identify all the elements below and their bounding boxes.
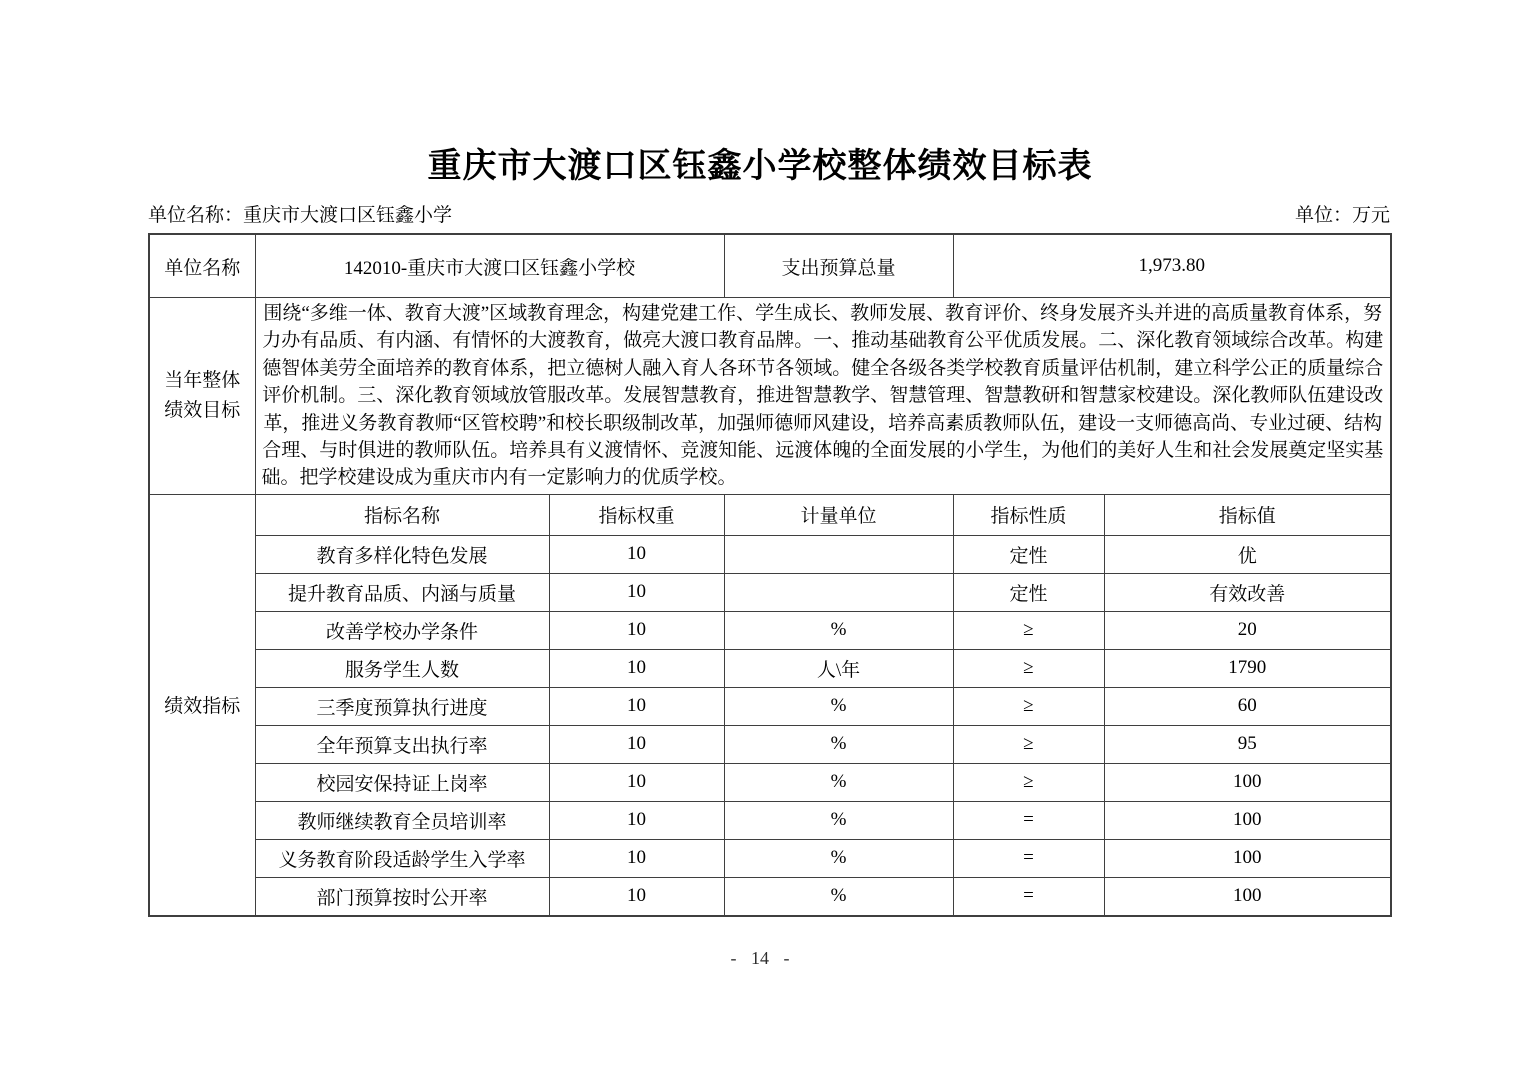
performance-table — [148, 233, 1392, 917]
indicator-name-cell: 教师继续教育全员培训率 — [255, 801, 549, 839]
indicator-section-label: 绩效指标 — [149, 494, 255, 916]
indicator-row — [149, 649, 1391, 687]
indicator-name-cell: 义务教育阶段适龄学生入学率 — [255, 839, 549, 877]
indicator-row — [149, 573, 1391, 611]
indicator-value-cell — [724, 535, 953, 573]
indicator-value-cell: 10 — [549, 649, 724, 687]
indicator-value-cell: 定性 — [953, 535, 1104, 573]
indicator-value-cell: % — [724, 611, 953, 649]
indicator-row — [149, 611, 1391, 649]
indicator-header-row — [149, 494, 1391, 535]
indicator-value-cell — [724, 573, 953, 611]
page-title: 重庆市大渡口区钰鑫小学校整体绩效目标表 — [427, 148, 1093, 185]
annual-goal-label: 当年整体绩效目标 — [149, 298, 255, 495]
annual-goal-text: 围绕“多维一体、教育大渡”区域教育理念，构建党建工作、学生成长、教师发展、教育评价、终身发展齐头并进的高质量教育体系，努力办有品质、有内涵、有情怀的大渡教育，做亮大渡口教育品牌。一、推动基础教育公平优质发展。二、深化教育领域综合改革。构建德智体美劳全面培养的教育体系，把立德树人融入育人各环节各领域。健全各级各类学校教育质量评估机制，建立科学公正的质量综合评价机制。三、深化教育领域放管服改革。发展智慧教育，推进智慧教学、智慧管理、智慧教研和智慧家校建设。深化教师队伍建设改革，推进义务教育教师“区管校聘”和校长职级制改革，加强师德师风建设，培养高素质教师队伍，建设一支师德高尚、专业过硬、结构合理、与时俱进的教师队伍。培养具有义渡情怀、竞渡知能、远渡体魄的全面发展的小学生，为他们的美好人生和社会发展奠定坚实基础。把学校建设成为重庆市内有一定影响力的优质学校。 — [255, 298, 1391, 495]
indicator-value-cell: = — [953, 839, 1104, 877]
indicator-value-cell: ≥ — [953, 725, 1104, 763]
indicator-value-cell: % — [724, 687, 953, 725]
indicator-name-cell: 校园安保持证上岗率 — [255, 763, 549, 801]
indicator-row — [149, 763, 1391, 801]
indicator-value-cell: 1790 — [1104, 649, 1391, 687]
unit-name-label: 单位名称 — [149, 234, 255, 298]
annual-goal-row — [149, 298, 1391, 495]
indicator-value-cell: 60 — [1104, 687, 1391, 725]
column-header: 指标值 — [1104, 494, 1391, 535]
indicator-value-cell: 10 — [549, 725, 724, 763]
indicator-value-cell: 10 — [549, 763, 724, 801]
indicator-value-cell: 10 — [549, 611, 724, 649]
column-header: 指标权重 — [549, 494, 724, 535]
page-number: - 14 - — [730, 948, 790, 968]
indicator-value-cell: 10 — [549, 687, 724, 725]
indicator-name-cell: 改善学校办学条件 — [255, 611, 549, 649]
indicator-value-cell: % — [724, 877, 953, 916]
budget-total-value: 1,973.80 — [953, 234, 1391, 298]
indicator-name-cell: 全年预算支出执行率 — [255, 725, 549, 763]
indicator-value-cell: 人\年 — [724, 649, 953, 687]
indicator-value-cell: 100 — [1104, 877, 1391, 916]
indicator-value-cell: % — [724, 839, 953, 877]
indicator-value-cell: ≥ — [953, 649, 1104, 687]
indicator-row — [149, 687, 1391, 725]
indicator-value-cell: = — [953, 877, 1104, 916]
indicator-name-cell: 服务学生人数 — [255, 649, 549, 687]
indicator-value-cell: 10 — [549, 877, 724, 916]
indicator-value-cell: 100 — [1104, 839, 1391, 877]
indicator-section — [149, 494, 1391, 916]
indicator-value-cell: % — [724, 763, 953, 801]
indicator-value-cell: 95 — [1104, 725, 1391, 763]
column-header: 指标名称 — [255, 494, 549, 535]
indicator-value-cell: % — [724, 725, 953, 763]
indicator-value-cell: 100 — [1104, 801, 1391, 839]
indicator-row — [149, 877, 1391, 916]
indicator-value-cell: = — [953, 801, 1104, 839]
indicator-name-cell: 三季度预算执行进度 — [255, 687, 549, 725]
column-header: 指标性质 — [953, 494, 1104, 535]
indicator-value-cell: 10 — [549, 839, 724, 877]
indicator-value-cell: 10 — [549, 535, 724, 573]
meta-row — [148, 204, 1390, 228]
indicator-name-cell: 教育多样化特色发展 — [255, 535, 549, 573]
indicator-value-cell: ≥ — [953, 687, 1104, 725]
indicator-row — [149, 801, 1391, 839]
indicator-name-cell: 提升教育品质、内涵与质量 — [255, 573, 549, 611]
indicator-value-cell: ≥ — [953, 763, 1104, 801]
budget-total-label: 支出预算总量 — [724, 234, 953, 298]
indicator-value-cell: 10 — [549, 801, 724, 839]
indicator-row — [149, 535, 1391, 573]
unit-code-value: 142010-重庆市大渡口区钰鑫小学校 — [255, 234, 724, 298]
unit-name-text: 单位名称：重庆市大渡口区钰鑫小学 — [148, 205, 453, 226]
currency-unit-text: 单位：万元 — [1294, 205, 1390, 226]
indicator-value-cell: % — [724, 801, 953, 839]
column-header: 计量单位 — [724, 494, 953, 535]
indicator-value-cell: 100 — [1104, 763, 1391, 801]
indicator-value-cell: 有效改善 — [1104, 573, 1391, 611]
indicator-name-cell: 部门预算按时公开率 — [255, 877, 549, 916]
indicator-value-cell: 定性 — [953, 573, 1104, 611]
unit-info-row — [149, 234, 1391, 298]
indicator-value-cell: ≥ — [953, 611, 1104, 649]
indicator-row — [149, 725, 1391, 763]
indicator-value-cell: 优 — [1104, 535, 1391, 573]
indicator-value-cell: 20 — [1104, 611, 1391, 649]
indicator-row — [149, 839, 1391, 877]
indicator-value-cell: 10 — [549, 573, 724, 611]
